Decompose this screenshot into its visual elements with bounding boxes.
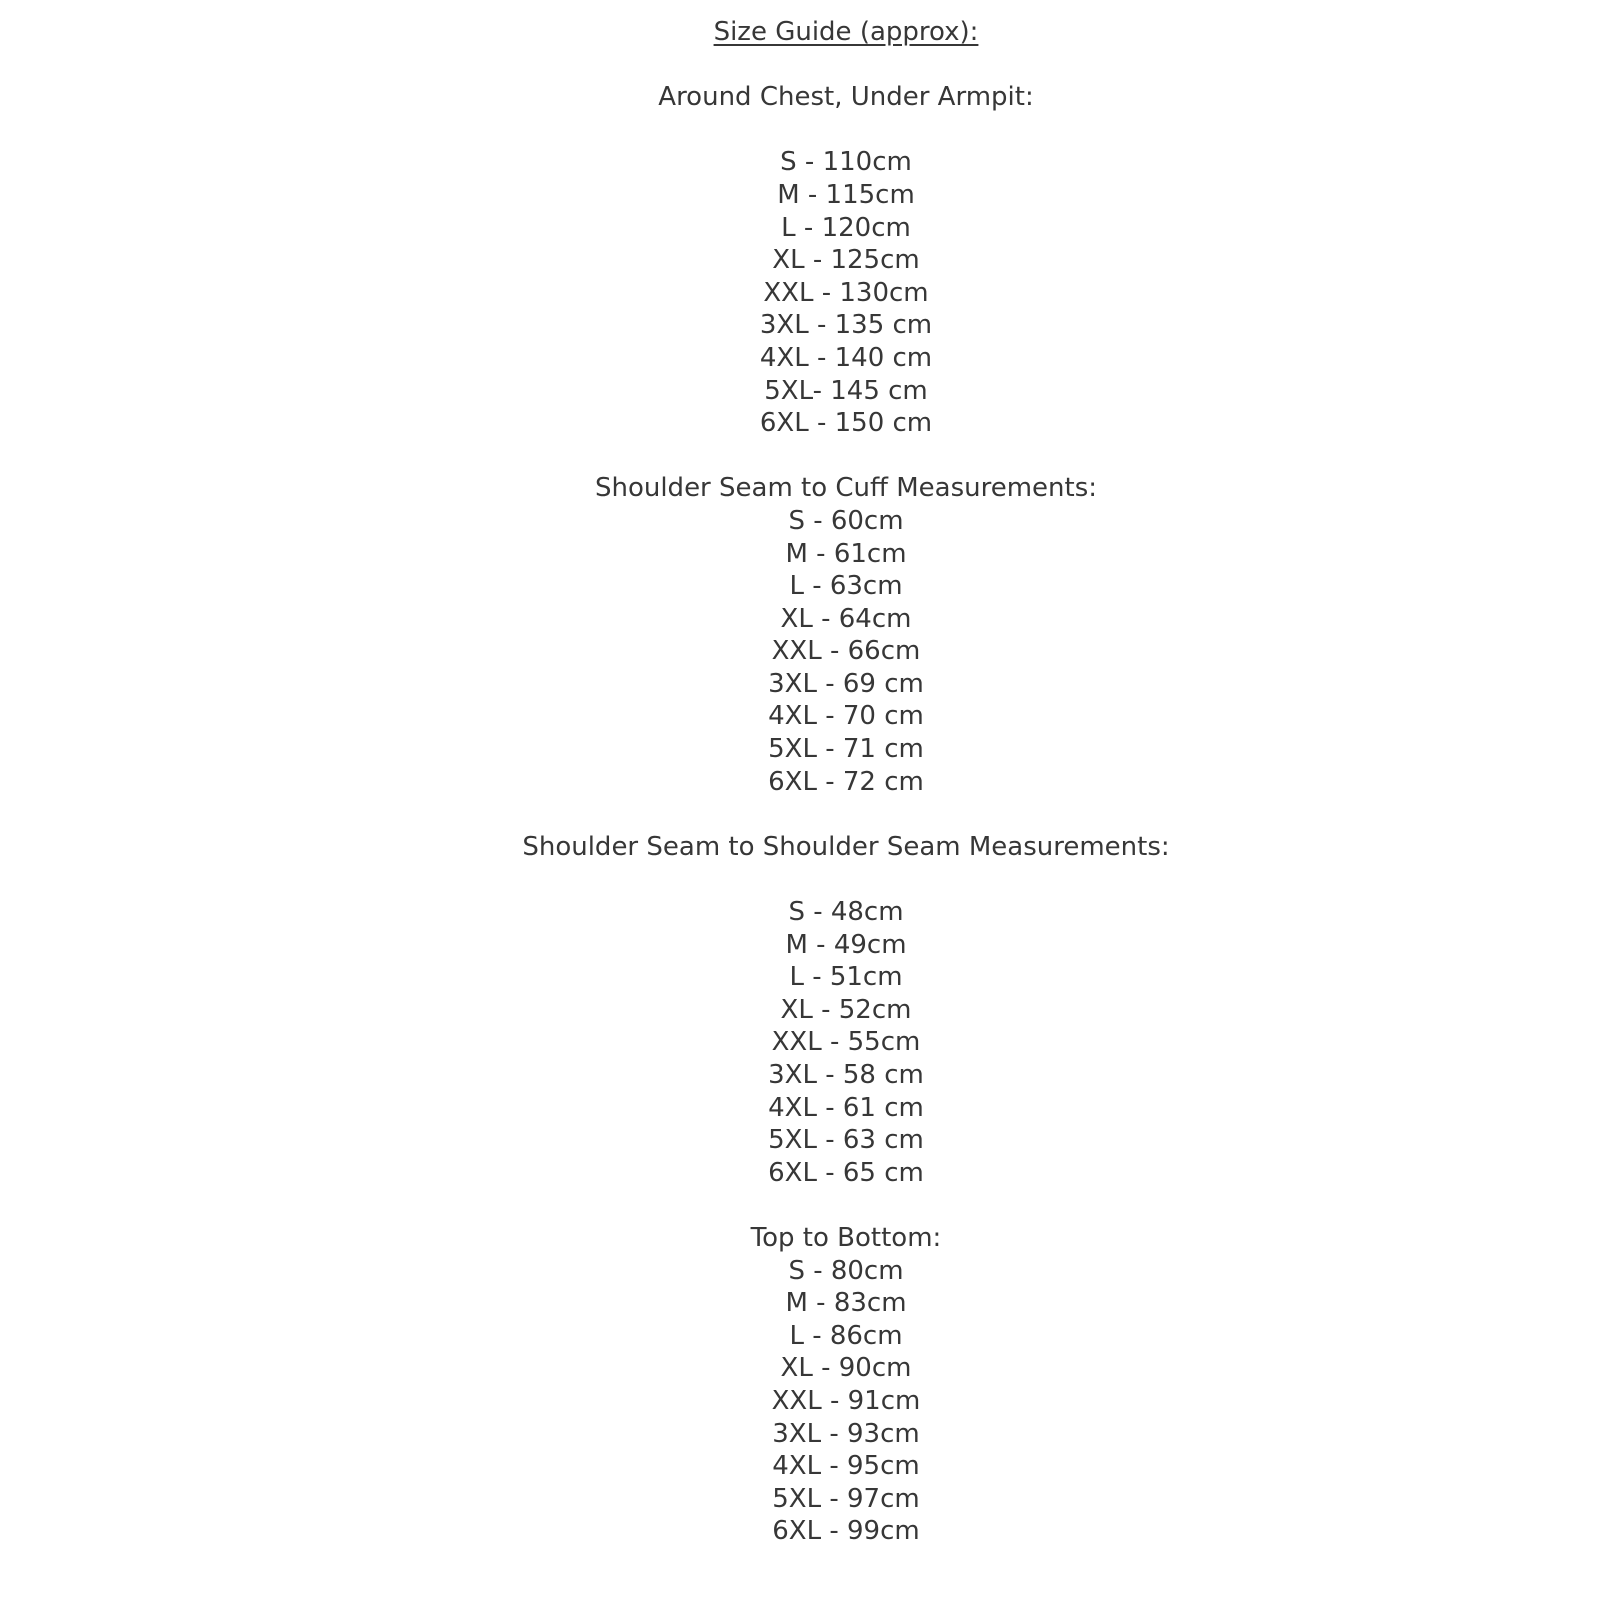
size-measurement-line: 6XL - 65 cm	[768, 1157, 924, 1188]
size-measurement-line: 3XL - 135 cm	[759, 310, 933, 341]
section-heading: Shoulder Seam to Shoulder Seam Measurements:	[522, 831, 1170, 862]
blank-line-spacer	[92, 114, 1600, 147]
size-measurement-line: S - 60cm	[788, 505, 904, 536]
blank-line-spacer	[92, 440, 1600, 473]
blank-line-spacer	[92, 798, 1600, 831]
size-measurement-line: 4XL - 70 cm	[768, 701, 924, 732]
blank-line-spacer	[92, 49, 1600, 82]
page-title: Size Guide (approx):	[713, 17, 979, 47]
size-measurement-line: 3XL - 93cm	[772, 1418, 920, 1449]
size-measurement-line: 4XL - 61 cm	[768, 1092, 924, 1123]
size-measurement-line: 6XL - 72 cm	[768, 766, 924, 797]
size-measurement-line: L - 51cm	[789, 962, 903, 993]
size-measurement-line: M - 49cm	[785, 929, 907, 960]
size-measurement-line: XXL - 55cm	[771, 1027, 921, 1058]
size-measurement-line: M - 115cm	[777, 179, 915, 210]
size-measurement-line: 4XL - 95cm	[772, 1451, 920, 1482]
size-measurement-line: 4XL - 140 cm	[759, 342, 933, 373]
size-measurement-line: S - 80cm	[788, 1255, 904, 1286]
size-measurement-line: 3XL - 69 cm	[768, 668, 924, 699]
size-measurement-line: XL - 125cm	[772, 245, 920, 276]
size-measurement-line: XXL - 66cm	[771, 636, 921, 667]
size-measurement-line: M - 61cm	[785, 538, 907, 569]
size-measurement-line: XL - 52cm	[780, 994, 912, 1025]
size-measurement-line: 5XL - 71 cm	[768, 734, 924, 765]
size-measurement-line: 5XL - 63 cm	[768, 1125, 924, 1156]
size-measurement-line: S - 48cm	[788, 897, 904, 928]
size-measurement-line: XL - 90cm	[780, 1353, 912, 1384]
blank-line-spacer	[92, 863, 1600, 896]
size-measurement-line: 6XL - 99cm	[772, 1516, 920, 1547]
size-measurement-line: 3XL - 58 cm	[768, 1060, 924, 1090]
size-measurement-line: 5XL- 145 cm	[764, 375, 928, 406]
section-heading: Around Chest, Under Armpit:	[658, 82, 1034, 113]
size-measurement-line: XL - 64cm	[780, 603, 912, 634]
size-measurement-line: XXL - 130cm	[763, 277, 929, 308]
size-measurement-line: XXL - 91cm	[771, 1385, 921, 1416]
section-heading: Top to Bottom:	[750, 1222, 942, 1253]
size-measurement-line: M - 83cm	[785, 1288, 907, 1319]
size-guide-sections	[92, 49, 1600, 1548]
size-measurement-line: S - 110cm	[780, 147, 912, 178]
size-measurement-line: L - 86cm	[789, 1320, 903, 1351]
blank-line-spacer	[92, 1189, 1600, 1222]
size-measurement-line: L - 120cm	[781, 212, 911, 243]
section-heading: Shoulder Seam to Cuff Measurements:	[594, 473, 1098, 504]
size-measurement-line: 6XL - 150 cm	[759, 408, 933, 439]
size-measurement-line: L - 63cm	[789, 571, 903, 602]
size-measurement-line: 5XL - 97cm	[772, 1483, 920, 1514]
